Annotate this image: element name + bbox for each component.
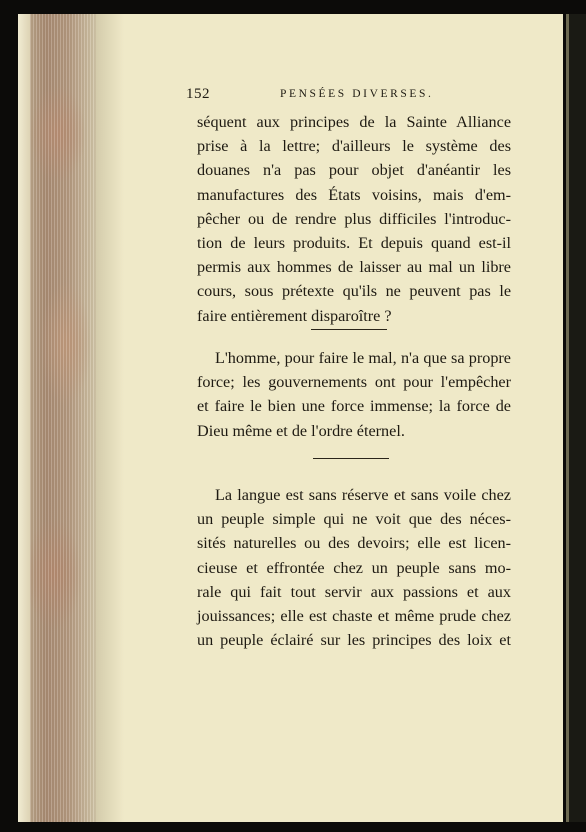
paragraph-3 (197, 483, 511, 652)
text-line: La langue est sans réserve et sans voile chez (215, 486, 511, 504)
text-line: force; les gouvernements ont pour l'empêcher (197, 373, 511, 392)
text-line: manufactures des États voisins, mais d'em- (197, 185, 511, 204)
facing-page-edge (566, 14, 586, 822)
page-edges (18, 14, 96, 822)
text-line: L'homme, pour faire le mal, n'a que sa propre (215, 349, 511, 367)
text-line: tion de leurs produits. Et depuis quand est-il (197, 233, 511, 252)
text-line: jouissances; elle est chaste et même prude chez (197, 606, 511, 625)
text-line: un peuple éclairé sur les principes des loix et (197, 631, 511, 650)
text-line: pêcher ou de rendre plus difficiles l'introduc- (197, 209, 511, 228)
paragraph-2 (197, 346, 511, 443)
text-line: Dieu même et de l'ordre éternel. (197, 421, 405, 440)
gutter-shadow (96, 14, 124, 822)
text-line: rale qui fait tout servir aux passions et aux (197, 582, 511, 601)
text-line: et faire le bien une force immense; la force de (197, 397, 511, 416)
text-line: faire entièrement disparoître ? (197, 306, 392, 325)
text-line: permis aux hommes de laisser au mal un libre (197, 258, 511, 277)
text-line: un peuple simple qui ne voit que des néces- (197, 510, 511, 529)
section-divider (313, 458, 389, 459)
text-line: cieuse et effrontée chez un peuple sans mo- (197, 558, 511, 577)
page-number: 152 (186, 86, 210, 102)
text-line: sités naturelles ou des devoirs; elle est licen- (197, 534, 511, 553)
text-line: douanes n'a pas pour objet d'anéantir les (197, 161, 511, 180)
text-line: prise à la lettre; d'ailleurs le système des (197, 137, 511, 156)
running-title: PENSÉES DIVERSES. (280, 88, 434, 100)
section-divider (311, 329, 387, 330)
text-line: séquent aux principes de la Sainte Alliance (197, 113, 511, 131)
paragraph-1 (197, 110, 511, 328)
page-header (186, 86, 510, 106)
text-line: cours, sous prétexte qu'ils ne peuvent pas le (197, 282, 511, 301)
